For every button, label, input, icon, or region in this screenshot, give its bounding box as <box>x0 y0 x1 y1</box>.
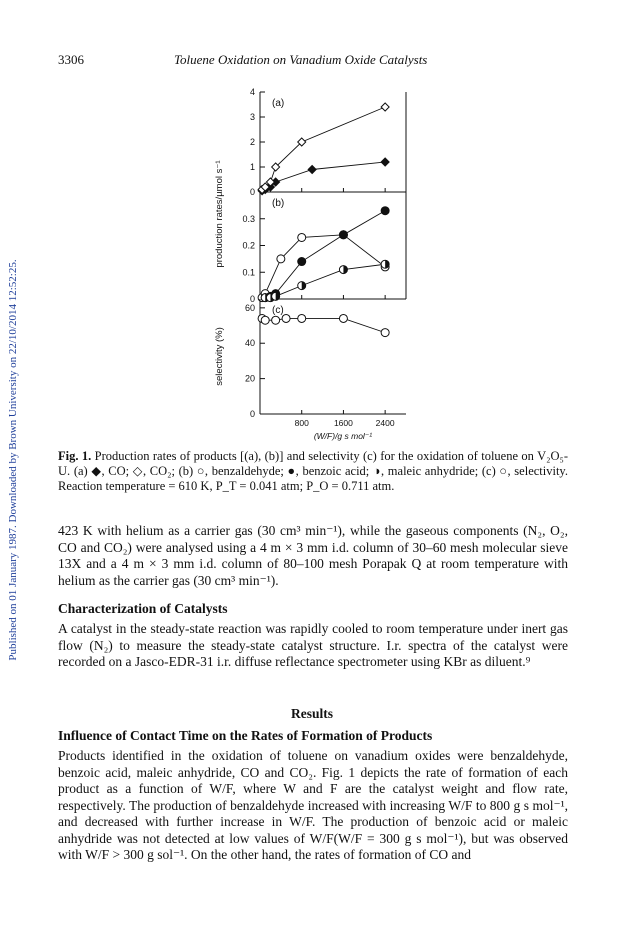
figure-caption <box>58 449 568 494</box>
results-heading: Results <box>290 706 333 721</box>
paragraph-gas-analysis: 423 K with helium as a carrier gas (30 cm³ min⁻¹), while the gaseous components (N₂, O₂, CO and CO₂) were analysed using a 4 m × 3 mm i.d. column of 30–60 mesh molecular sieve 13X and a 4 m × 3 mm i.d. column of 80–100 mesh Porapak Q at room temperature with helium as the carrier gas (30 cm³ min⁻¹). <box>58 523 568 588</box>
data-point-maleic-anhydride <box>381 260 389 268</box>
caption-text: Production rates of products [(a), (b)] and selectivity (c) for the oxidation of toluene on V₂O₅-U. (a) ◆, CO; ◇, CO₂; (b) ○, benzaldehyde; ●, benzoic acid; ◑, maleic anhydride; (c) ○, selectivity. Reaction temperature = 610 K, P_T = 0.041 atm; P_O = 0.711 atm. <box>58 449 569 493</box>
panel-2-ylabel: selectivity (%) <box>214 327 225 386</box>
data-point-maleic-anhydride <box>339 266 347 274</box>
panel-2-label: (c) <box>272 305 284 316</box>
panel-0-ylabel: production rates/µmol s⁻¹ <box>214 160 225 268</box>
page-header <box>58 52 566 72</box>
data-point-benzaldehyde <box>277 255 285 263</box>
panel-0-ytick-label: 3 <box>249 112 255 122</box>
panel-0-label: (a) <box>272 98 285 109</box>
panel-1-ytick-label: 0.3 <box>242 213 255 224</box>
panel-0-ytick-label: 2 <box>249 137 255 147</box>
paragraph-results: Products identified in the oxidation of toluene on vanadium oxides were benzaldehyde, benzoic acid, maleic anhydride, CO and CO₂. Fig. 1 depicts the rate of formation of each product as a function of W/F, where W and F are the catalyst weight and flow rate, respectively. The production of benzaldehyde increased with increasing W/F to 800 g s mol⁻¹, and decreased with further increase in W/F. The production of benzoic acid or maleic anhydride was not detected at low values of W/F(W/F = 300 g s mol⁻¹), but was observed with W/F > 300 g sol⁻¹. On the other hand, the rates of formation of CO and <box>58 748 568 862</box>
data-point-maleic-anhydride <box>298 282 306 290</box>
series-line-benzoic-acid <box>265 211 385 298</box>
panel-1-ytick-label: 0 <box>249 294 255 304</box>
data-point-benzoic-acid <box>298 258 306 266</box>
data-point-maleic-anhydride <box>272 292 280 300</box>
figure-1-chart <box>200 84 420 444</box>
panel-1-ytick-label: 0.1 <box>242 267 255 278</box>
page-number: 3306 <box>58 52 84 67</box>
data-point-selectivity <box>282 314 290 322</box>
panel-0-ytick-label: 1 <box>249 162 255 172</box>
panel-0-ytick-label: 0 <box>249 187 255 197</box>
download-notice-sidebar <box>4 80 22 840</box>
download-notice-text: Published on 01 January 1987. Downloaded by Brown University on 22/10/2014 12:52:25. <box>7 259 19 661</box>
x-axis-label: (W/F)/g s mol⁻¹ <box>313 431 373 441</box>
xtick-label: 2400 <box>375 418 395 428</box>
figure-1 <box>200 84 420 444</box>
xtick-label: 1600 <box>333 418 353 428</box>
series-line-co2 <box>262 107 385 190</box>
panel-2-ytick-label: 0 <box>249 409 255 419</box>
panel-2-ytick-label: 60 <box>244 302 255 313</box>
panel-0-ytick-label: 4 <box>249 87 255 97</box>
data-point-co <box>308 166 316 174</box>
series-line-co <box>262 162 385 191</box>
data-point-benzoic-acid <box>381 207 389 215</box>
panel-2-ytick-label: 40 <box>244 338 255 349</box>
series-line-maleic-anhydride <box>265 264 385 297</box>
data-point-selectivity <box>381 329 389 337</box>
data-point-co2 <box>381 103 389 111</box>
caption-label: Fig. 1. <box>58 449 92 463</box>
panel-2-ytick-label: 20 <box>244 373 255 384</box>
data-point-selectivity <box>261 316 269 324</box>
data-point-benzaldehyde <box>298 233 306 241</box>
data-point-selectivity <box>339 314 347 322</box>
panel-1-label: (b) <box>272 198 285 209</box>
series-line-selectivity <box>262 318 385 332</box>
subheading-contact-time: Influence of Contact Time on the Rates of Formation of Products <box>58 728 433 743</box>
paragraph-characterization: A catalyst in the steady-state reaction was rapidly cooled to room temperature under inert gas flow (N₂) to measure the steady-state catalyst structure. I.r. spectra of the catalyst were recorded on a Jasco-EDR-31 i.r. diffuse reflectance spectrometer using KBr as diluent.⁹ <box>58 621 568 669</box>
panel-1-ytick-label: 0.2 <box>242 240 255 251</box>
running-title: Toluene Oxidation on Vanadium Oxide Catalysts <box>174 52 428 67</box>
data-point-selectivity <box>298 314 306 322</box>
data-point-co <box>381 158 389 166</box>
data-point-selectivity <box>272 316 280 324</box>
data-point-benzoic-acid <box>339 231 347 239</box>
xtick-label: 800 <box>294 418 309 428</box>
section-heading-characterization: Characterization of Catalysts <box>58 601 228 616</box>
